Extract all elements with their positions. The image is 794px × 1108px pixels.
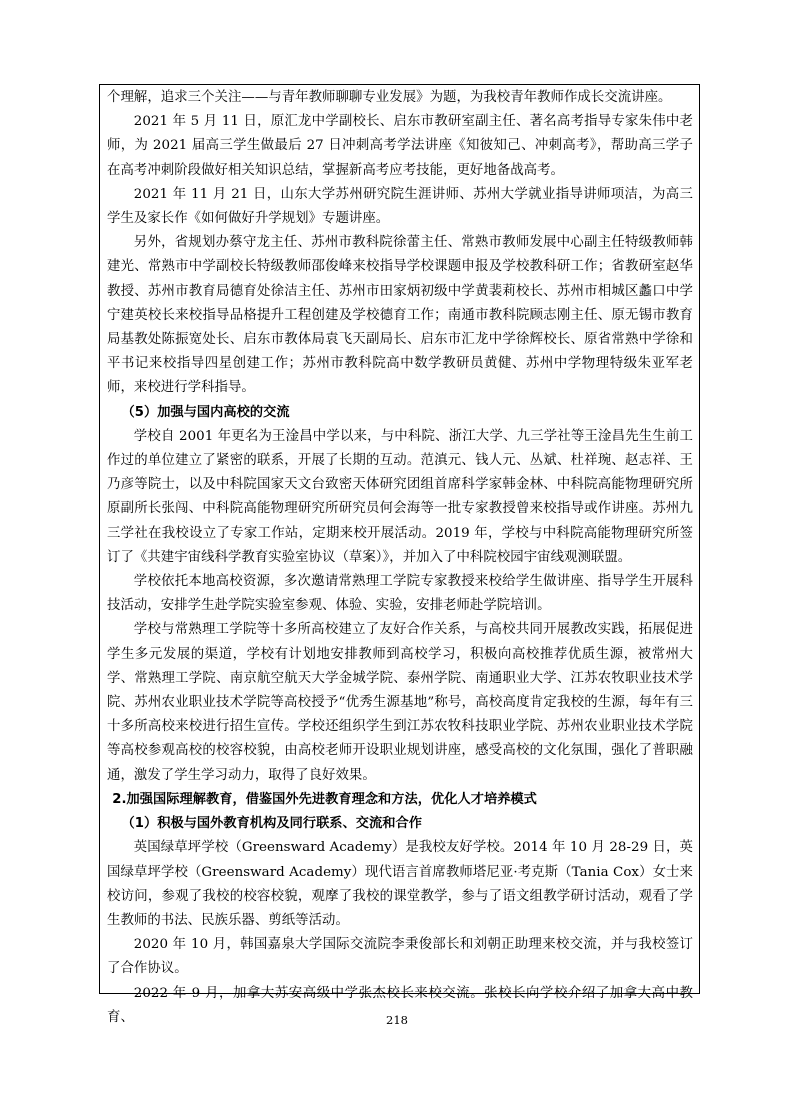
paragraph: 个理解，追求三个关注——与青年教师聊聊专业发展》为题，为我校青年教师作成长交流讲座。 — [107, 90, 672, 105]
paragraph: 2021 年 5 月 11 日，原汇龙中学副校长、启东市教研室副主任、著名高考指导专家朱伟中老师，为 2021 届高三学生做最后 27 日冲刺高考学法讲座《知彼知己、冲刺高考》，帮助高三学子在高考冲刺阶段做好相关知识总结，掌握新高考应考技能，更好地备战高考。 — [107, 114, 693, 178]
paragraph: 2021 年 11 月 21 日，山东大学苏州研究院生涯讲师、苏州大学就业指导讲师项洁，为高三学生及家长作《如何做好升学规划》专题讲座。 — [107, 186, 693, 227]
paragraph: 另外，省规划办蔡守龙主任、苏州市教科院徐蕾主任、常熟市教师发展中心副主任特级教师韩建光、常熟市中学副校长特级教师邵俊峰来校指导学校课题申报及学校教科研工作；省教研室赵华教授、苏州市教育局德育处徐洁主任、苏州市田家炳初级中学黄裴莉校长、苏州市相城区蠡口中学宁建英校长来校指导品格提升工程创建及学校德育工作；南通市教科院顾志刚主任、原无锡市教育局基教处陈振宽处长、启东市教体局袁飞天副局长、启东市汇龙中学徐辉校长、原省常熟中学徐和平书记来校指导四星创建工作；苏州市教科院高中数学教研员黄健、苏州中学物理特级朱亚军老师，来校进行学科指导。 — [107, 235, 693, 396]
paragraph: 2020 年 10 月，韩国嘉泉大学国际交流院李秉俊部长和刘朝正助理来校交流，并与我校签订了合作协议。 — [107, 937, 693, 977]
paragraph: 学校与常熟理工学院等十多所高校建立了友好合作关系，与高校共同开展教改实践，拓展促进学生多元发展的渠道，学校有计划地安排教师到高校学习，积极向高校推荐优质生源，被常州大学、常熟理工学院、南京航空航天大学金城学院、泰州学院、南通职业大学、江苏农牧职业技术学院、苏州农业职业技术学院等高校授予“优秀生源基地”称号，高校高度肯定我校的生源，每年有三十多所高校来校进行招生宣传。学校还组织学生到江苏农牧科技职业学院、苏州农业职业技术学院等高校参观高校的校容校貌，由高校老师开设职业规划讲座，感受高校的文化氛围，强化了普职融通，激发了学生学习动力，取得了良好效果。 — [107, 622, 693, 783]
section-heading: 2.加强国际理解教育，借鉴国外先进教育理念和方法，优化人才培养模式 — [112, 791, 537, 807]
subsection-heading: （1）积极与国外教育机构及同行联系、交流和合作 — [121, 816, 422, 832]
section-heading: （5）加强与国内高校的交流 — [121, 404, 290, 420]
paragraph: 英国绿草坪学校（Greensward Academy）是我校友好学校。2014 年 10 月 28-29 日，英国绿草坪学校（Greensward Academy）现代语言首席教师塔尼亚·考克斯（Tania Cox）女士来校访问，参观了我校的校容校貌，观摩了我校的课堂教学，参与了语文组教学研讨活动，观看了学生教师的书法、民族乐器、剪纸等活动。 — [107, 840, 693, 928]
page-number: 218 — [386, 1013, 408, 1027]
document-body — [107, 86, 693, 1030]
paragraph: 2022 年 9 月，加拿大苏安高级中学张杰校长来校交流。张校长向学校介绍了加拿大高中教育、 — [107, 985, 693, 1025]
paragraph: 学校自 2001 年更名为王淦昌中学以来，与中科院、浙江大学、九三学社等王淦昌先生生前工作过的单位建立了紧密的联系，开展了长期的互动。范滇元、钱人元、丛斌、杜祥琬、赵志祥、王乃彦等院士，以及中科院国家天文台致密天体研究团组首席科学家韩金林、中科院高能物理研究所原副所长张闯、中科院高能物理研究所研究员何会海等一批专家教授曾来校指导或作讲座。苏州九三学社在我校设立了专家工作站，定期来校开展活动。2019 年，学校与中科院高能物理研究所签订了《共建宇宙线科学教育实验室协议（草案）》，并加入了中科院校园宇宙线观测联盟。 — [107, 428, 693, 565]
paragraph: 学校依托本地高校资源，多次邀请常熟理工学院专家教授来校给学生做讲座、指导学生开展科技活动，安排学生赴学院实验室参观、体验、实验，安排老师赴学院培训。 — [107, 574, 693, 614]
